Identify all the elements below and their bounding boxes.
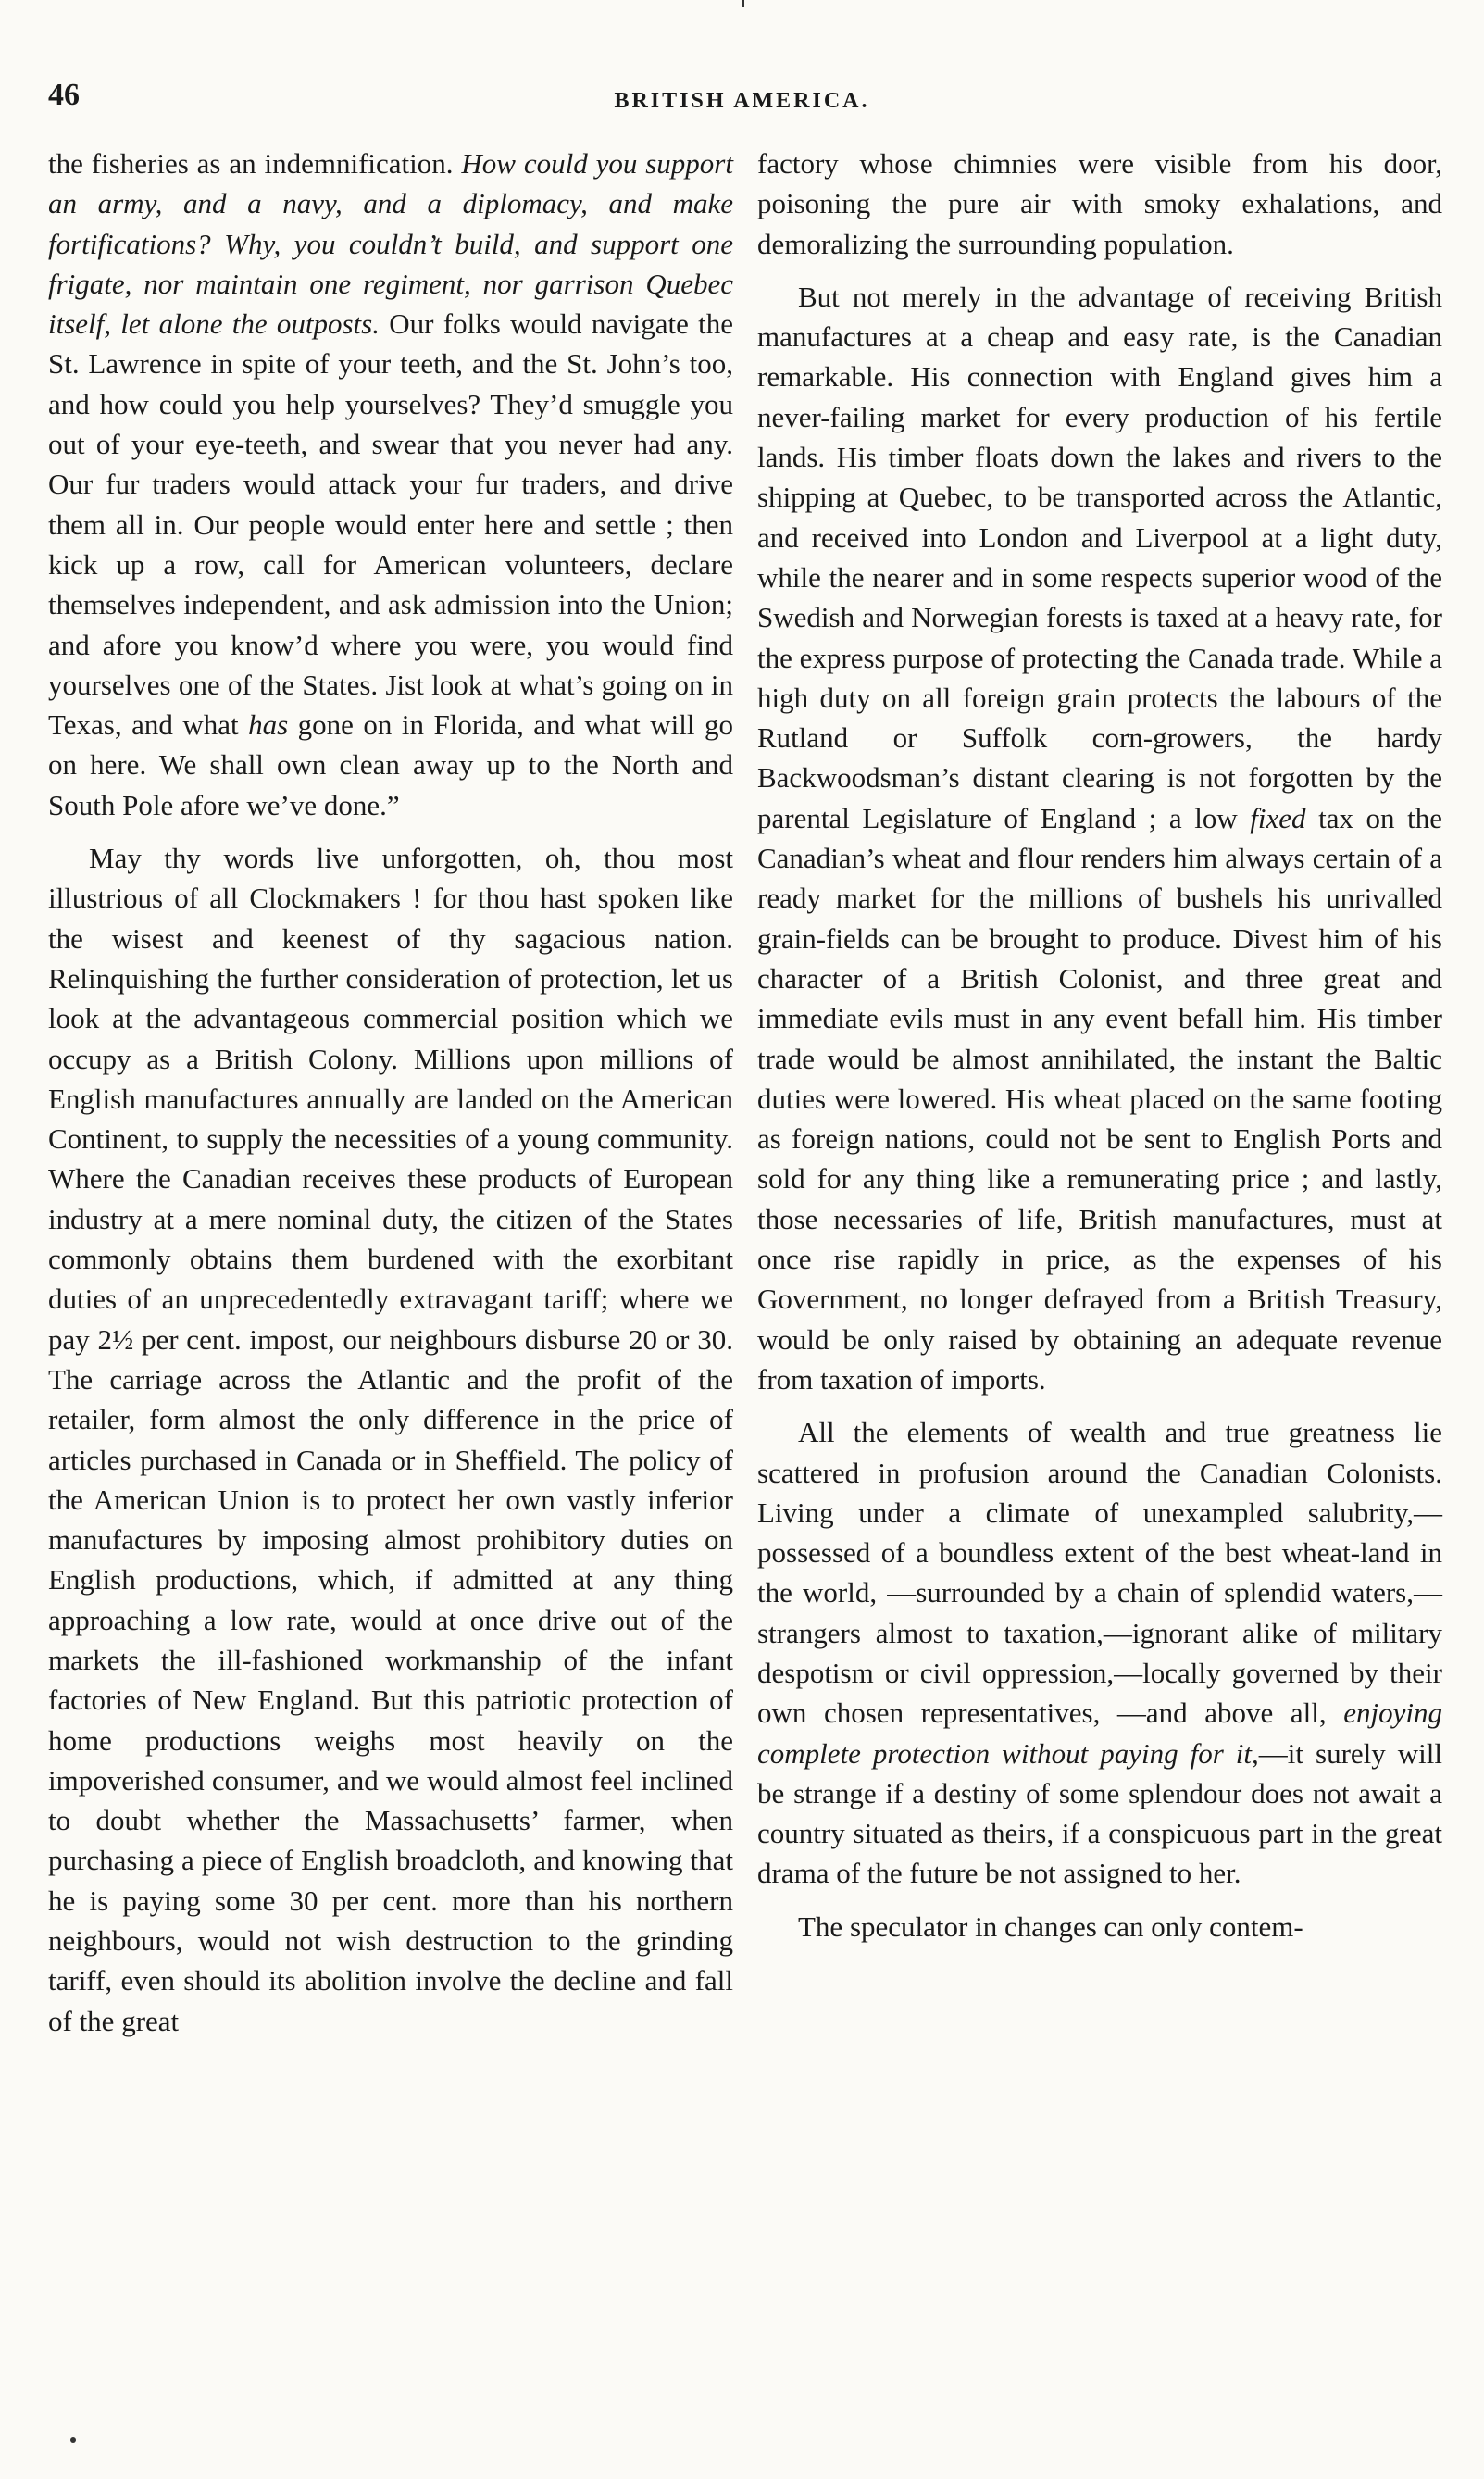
right-p3-text-a: All the elements of wealth and true greatness lie scattered in profusion around the Canadian Colonists. Living under a climate of unexampled salubrity,—possessed of a boundless extent of the best wheat-land in the world, —surrounded by a chain of splendid waters,—strangers almost to taxation,—ignorant alike of military despotism or civil oppression,—locally governed by their own chosen representatives, —and above all,: [757, 1416, 1442, 1730]
left-p1-italic-1: How could you support an army, and a navy, and a diplomacy, and make fortifications? Why, you couldn’t build, and support one frigate, nor maintain one regiment, nor garrison Quebec itself, let alone the outposts.: [48, 147, 733, 341]
right-p2-italic: fixed: [1250, 801, 1306, 834]
ink-speck: [70, 2437, 76, 2443]
right-p3-italic: enjoying complete protection without paying for it,: [757, 1696, 1442, 1770]
right-paragraph-2: [757, 277, 1442, 1399]
right-p2-text-b: tax on the Canadian’s wheat and flour renders him always certain of a ready market for the millions of bushels his unrivalled grain-fields can be brought to produce. Divest him of his character of a British Colonist, and three great and immediate evils must in any event befall him. His timber trade would be almost annihilated, the instant the Baltic duties were lowered. His wheat placed on the same footing as foreign nations, could not be sent to English Ports and sold for any thing like a remunerating price ; and lastly, those necessaries of life, British manufactures, must at once rise rapidly in price, as the expenses of his Government, no longer defrayed from a British Treasury, would be only raised by obtaining an adequate revenue from taxation of imports.: [757, 801, 1442, 1396]
left-p1-italic-2: has: [248, 708, 289, 742]
page-number: 46: [48, 78, 80, 112]
left-column: [48, 144, 733, 2041]
right-p3-text-b: —it surely will be strange if a destiny of some splendour does not await a country situated as theirs, if a conspicuous part in the great drama of the future be not assigned to her.: [757, 1736, 1442, 1890]
left-p1-text-c: gone on in Florida, and what will go on here. We shall own clean away up to the North and South Pole afore we’ve done.”: [48, 708, 733, 821]
right-paragraph-4: The speculator in changes can only contem-: [798, 1909, 1303, 1943]
right-paragraph-1: factory whose chimnies were visible from his door, poisoning the pure air with smoky exhalations, and demoralizing the surrounding population.: [757, 147, 1442, 260]
right-column: [757, 144, 1442, 1947]
right-paragraph-3: [757, 1412, 1442, 1894]
left-p1-text-b: Our folks would navigate the St. Lawrence in spite of your teeth, and the St. John’s too, and how could you help yourselves? They’d smuggle you out of your eye-teeth, and swear that you never had any. Our fur traders would attack your fur traders, and drive them all in. Our people would enter here and settle ; then kick up a row, call for American volunteers, declare themselves independent, and ask admission into the Union; and afore you know’d where you were, you would find yourselves one of the States. Jist look at what’s going on in Texas, and what: [48, 307, 734, 742]
left-p1-text-a: the fisheries as an indemnification.: [48, 147, 462, 180]
right-p2-text-a: But not merely in the advantage of receiving British manufactures at a cheap and easy rate, is the Canadian remarkable. His connection with England gives him a never-failing market for every production of his fertile lands. His timber floats down the lakes and rivers to the shipping at Quebec, to be transported across the Atlantic, and received into London and Liverpool at a light duty, while the nearer and in some respects superior wood of the Swedish and Norwegian forests is taxed at a heavy rate, for the express purpose of protecting the Canada trade. While a high duty on all foreign grain protects the labours of the Rutland or Suffolk corn-growers, the hardy Backwoodsman’s distant clearing is not forgotten by the parental Legislature of England ; a low: [757, 280, 1442, 834]
running-title: BRITISH AMERICA.: [614, 89, 870, 113]
page-edge-mark: [742, 0, 744, 7]
left-paragraph-1: [48, 144, 733, 825]
left-paragraph-2: May thy words live unforgotten, oh, thou most illustrious of all Clockmakers ! for thou hast spoken like the wisest and keenest of thy sagacious nation. Relinquishing the further consideration of protection, let us look at the advantageous commercial position which we occupy as a British Colony. Millions upon millions of English manufactures annually are landed on the American Continent, to supply the necessities of a young community. Where the Canadian receives these products of European industry at a mere nominal duty, the citizen of the States commonly obtains them burdened with the exorbitant duties of an unprecedentedly extravagant tariff; where we pay 2½ per cent. impost, our neighbours disburse 20 or 30. The carriage across the Atlantic and the profit of the retailer, form almost the only difference in the price of articles purchased in Canada or in Sheffield. The policy of the American Union is to protect her own vastly inferior manufactures by imposing almost prohibitory duties on English productions, which, if admitted at any thing approaching a low rate, would at once drive out of the markets the ill-fashioned workmanship of the infant factories of New England. But this patriotic protection of home productions weighs most heavily on the impoverished consumer, and we would almost feel inclined to doubt whether the Massachusetts’ farmer, when purchasing a piece of English broadcloth, and knowing that he is paying some 30 per cent. more than his northern neighbours, would not wish destruction to the grinding tariff, even should its abolition involve the decline and fall of the great: [48, 842, 733, 2037]
